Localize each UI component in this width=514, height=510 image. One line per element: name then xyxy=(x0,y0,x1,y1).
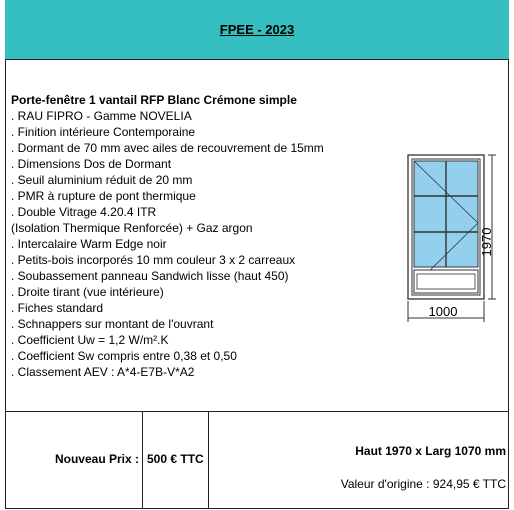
price-label: Nouveau Prix : xyxy=(54,452,139,466)
original-value: Valeur d'origine : 924,95 € TTC xyxy=(340,477,506,491)
border-left xyxy=(5,0,6,509)
border-right xyxy=(508,0,509,509)
spec-item: . Soubassement panneau Sandwich lisse (haut 450) xyxy=(11,269,289,283)
header-divider xyxy=(5,59,509,60)
spec-item: . Dormant de 70 mm avec ailes de recouvrement de 15mm xyxy=(11,141,324,155)
spec-item: . Double Vitrage 4.20.4 ITR xyxy=(11,205,157,219)
dimensions-text: Haut 1970 x Larg 1070 mm xyxy=(355,444,506,458)
price-cell-divider-right xyxy=(208,411,209,509)
spec-item: . Coefficient Uw = 1,2 W/m².K xyxy=(11,333,169,347)
price-value: 500 € TTC xyxy=(147,452,204,466)
bottom-panel xyxy=(414,270,478,293)
spec-item: . Intercalaire Warm Edge noir xyxy=(11,237,167,251)
height-label: 1970 xyxy=(479,227,494,257)
spec-item: (Isolation Thermique Renforcée) + Gaz argon xyxy=(11,221,253,235)
spec-item: . RAU FIPRO - Gamme NOVELIA xyxy=(11,109,192,123)
spec-item: . Droite tirant (vue intérieure) xyxy=(11,285,164,299)
spec-item: . Fiches standard xyxy=(11,301,104,315)
spec-item: . Finition intérieure Contemporaine xyxy=(11,125,196,139)
spec-item: . Seuil aluminium réduit de 20 mm xyxy=(11,173,193,187)
product-name: Porte-fenêtre 1 vantail RFP Blanc Crémone simple xyxy=(11,93,297,107)
width-label: 1000 xyxy=(428,304,458,319)
spec-item: . Coefficient Sw compris entre 0,38 et 0,50 xyxy=(11,349,237,363)
border-bottom xyxy=(5,508,509,509)
spec-item: . PMR à rupture de pont thermique xyxy=(11,189,196,203)
spec-item: . Classement AEV : A*4-E7B-V*A2 xyxy=(11,365,195,379)
footer-divider xyxy=(5,411,509,412)
spec-item: . Dimensions Dos de Dormant xyxy=(11,157,172,171)
price-cell-divider-left xyxy=(142,411,143,509)
spec-item: . Schnappers sur montant de l'ouvrant xyxy=(11,317,214,331)
page-title: FPEE - 2023 xyxy=(219,22,295,37)
window-diagram xyxy=(400,150,504,322)
spec-item: . Petits-bois incorporés 10 mm couleur 3 x 2 carreaux xyxy=(11,253,296,267)
